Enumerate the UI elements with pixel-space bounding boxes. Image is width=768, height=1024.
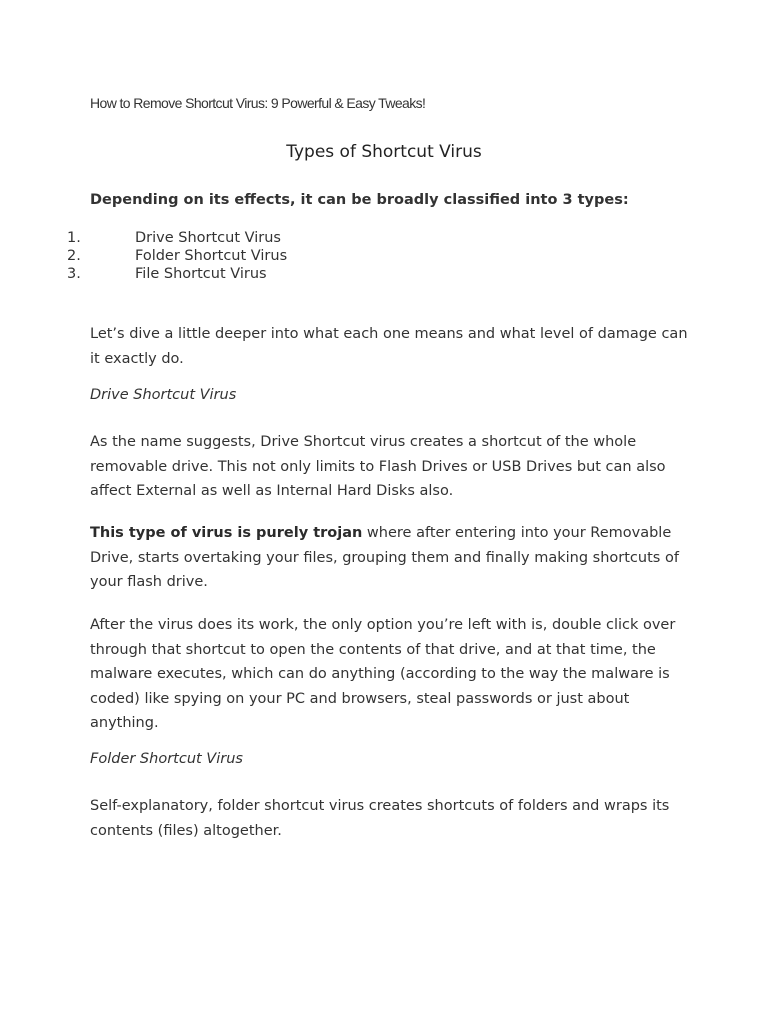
paragraph-folder: Self-explanatory, folder shortcut virus creates shortcuts of folders and wraps its contents (files) altogether. bbox=[90, 798, 670, 839]
list-text: Drive Shortcut Virus bbox=[135, 230, 281, 246]
intro-text: Depending on its effects, it can be broadly classified into 3 types: bbox=[90, 192, 629, 208]
paragraph-rest: where after entering into your Removable Drive, starts overtaking your files, grouping them and finally making shortcuts of your flash drive. bbox=[90, 525, 679, 590]
list-text: File Shortcut Virus bbox=[135, 266, 267, 282]
list-text: Folder Shortcut Virus bbox=[135, 248, 288, 264]
paragraph-drive-2 bbox=[90, 521, 690, 595]
subheading-folder: Folder Shortcut Virus bbox=[90, 751, 243, 767]
list-number: 1. bbox=[67, 230, 81, 246]
document-header-line: How to Remove Shortcut Virus: 9 Powerful & Easy Tweaks! bbox=[90, 95, 426, 111]
paragraph-drive-1: As the name suggests, Drive Shortcut virus creates a shortcut of the whole removable drive. This not only limits to Flash Drives or USB Drives but can also affect External as well as Internal Hard Disks also. bbox=[90, 434, 666, 499]
list-number: 3. bbox=[67, 266, 81, 282]
paragraph-drive-3: After the virus does its work, the only option you’re left with is, double click over through that shortcut to open the contents of that drive, and at that time, the malware executes, which can do anything (according to the way the malware is coded) like spying on your PC and browsers, steal passwords or just about anything. bbox=[90, 617, 676, 731]
bold-phrase: This type of virus is purely trojan bbox=[90, 525, 363, 541]
paragraph-dive: Let’s dive a little deeper into what each one means and what level of damage can it exactly do. bbox=[90, 326, 688, 367]
subheading-drive: Drive Shortcut Virus bbox=[90, 387, 237, 403]
list-number: 2. bbox=[67, 248, 81, 264]
section-title: Types of Shortcut Virus bbox=[286, 142, 482, 162]
